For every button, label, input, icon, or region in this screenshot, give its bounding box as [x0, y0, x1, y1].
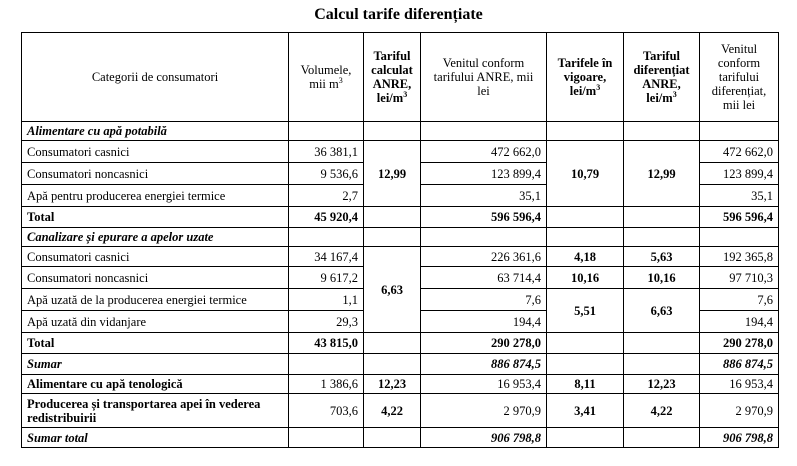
- revenue-diff-cell: 290 278,0: [700, 333, 779, 354]
- volume-cell: 9 536,6: [289, 163, 364, 185]
- revenue-diff-cell: 192 365,8: [700, 247, 779, 267]
- tariff-current-cell: 10,16: [547, 267, 624, 289]
- revenue-diff-cell: 97 710,3: [700, 267, 779, 289]
- tariff-diff-cell: 12,23: [624, 375, 700, 394]
- row-name: Alimentare cu apă tenologică: [22, 375, 289, 394]
- revenue-anre-cell: 35,1: [421, 185, 547, 207]
- section-row-sewage: [22, 228, 779, 247]
- revenue-diff-cell: 472 662,0: [700, 141, 779, 163]
- volume-cell: 43 815,0: [289, 333, 364, 354]
- tariff-diff-cell: 6,63: [624, 289, 700, 333]
- header-tariff-anre: Tariful calculat ANRE, lei/$m^3$: [364, 33, 421, 122]
- technological-row: [22, 375, 779, 394]
- row-name: Sumar: [22, 354, 289, 375]
- volume-cell: 29,3: [289, 311, 364, 333]
- volume-cell: 703,6: [289, 394, 364, 428]
- volume-cell: 34 167,4: [289, 247, 364, 267]
- table-row: [22, 247, 779, 267]
- section-row-water: [22, 122, 779, 141]
- table-row: [22, 141, 779, 163]
- row-name: Sumar total: [22, 428, 289, 448]
- tariff-anre-cell: 6,63: [364, 247, 421, 333]
- header-volume: Volumele, mii $m^3$: [289, 33, 364, 122]
- row-name: Total: [22, 333, 289, 354]
- revenue-anre-cell: 886 874,5: [421, 354, 547, 375]
- revenue-anre-cell: 2 970,9: [421, 394, 547, 428]
- revenue-diff-cell: 35,1: [700, 185, 779, 207]
- revenue-anre-cell: 123 899,4: [421, 163, 547, 185]
- tariff-current-cell: 3,41: [547, 394, 624, 428]
- tariff-diff-cell: 10,16: [624, 267, 700, 289]
- volume-cell: 9 617,2: [289, 267, 364, 289]
- header-category: Categorii de consumatori: [22, 33, 289, 122]
- sumar-total-row: [22, 428, 779, 448]
- revenue-anre-cell: 63 714,4: [421, 267, 547, 289]
- revenue-anre-cell: 472 662,0: [421, 141, 547, 163]
- volume-cell: 1 386,6: [289, 375, 364, 394]
- row-name: Apă uzată din vidanjare: [22, 311, 289, 333]
- volume-cell: 2,7: [289, 185, 364, 207]
- revenue-anre-cell: 290 278,0: [421, 333, 547, 354]
- revenue-anre-cell: 906 798,8: [421, 428, 547, 448]
- tariff-current-cell: 8,11: [547, 375, 624, 394]
- total-row-water: [22, 207, 779, 228]
- volume-cell: 45 920,4: [289, 207, 364, 228]
- header-tariff-current: Tarifele în vigoare, lei/$m^3$: [547, 33, 624, 122]
- row-name: Total: [22, 207, 289, 228]
- row-name: Apă uzată de la producerea energiei termice: [22, 289, 289, 311]
- row-name: Consumatori casnici: [22, 141, 289, 163]
- total-row-sewage: [22, 333, 779, 354]
- revenue-diff-cell: 16 953,4: [700, 375, 779, 394]
- tariff-anre-cell: 12,23: [364, 375, 421, 394]
- tariff-diff-cell: 5,63: [624, 247, 700, 267]
- row-name: Consumatori noncasnici: [22, 267, 289, 289]
- header-revenue-anre: Venitul conform tarifului ANRE, mii lei: [421, 33, 547, 122]
- revenue-anre-cell: 596 596,4: [421, 207, 547, 228]
- table-header-row: [22, 33, 779, 122]
- revenue-anre-cell: 7,6: [421, 289, 547, 311]
- row-name: Apă pentru producerea energiei termice: [22, 185, 289, 207]
- revenue-diff-cell: 123 899,4: [700, 163, 779, 185]
- header-tariff-diff: Tariful diferențiat ANRE, lei/$m^3$: [624, 33, 700, 122]
- revenue-diff-cell: 886 874,5: [700, 354, 779, 375]
- tariff-anre-cell: 4,22: [364, 394, 421, 428]
- row-name: Consumatori noncasnici: [22, 163, 289, 185]
- tariff-current-cell: 5,51: [547, 289, 624, 333]
- volume-cell: 36 381,1: [289, 141, 364, 163]
- revenue-anre-cell: 194,4: [421, 311, 547, 333]
- row-name: Consumatori casnici: [22, 247, 289, 267]
- tariff-current-cell: 10,79: [547, 141, 624, 207]
- revenue-diff-cell: 2 970,9: [700, 394, 779, 428]
- section-label: Canalizare și epurare a apelor uzate: [22, 228, 289, 247]
- revenue-diff-cell: 7,6: [700, 289, 779, 311]
- section-label: Alimentare cu apă potabilă: [22, 122, 289, 141]
- row-name: Producerea și transportarea apei în vederea redistribuirii: [22, 394, 289, 428]
- revenue-diff-cell: 906 798,8: [700, 428, 779, 448]
- revenue-diff-cell: 194,4: [700, 311, 779, 333]
- page-title: Calcul tarife diferențiate: [314, 6, 483, 23]
- tariff-anre-cell: 12,99: [364, 141, 421, 207]
- tariff-current-cell: 4,18: [547, 247, 624, 267]
- volume-cell: 1,1: [289, 289, 364, 311]
- tariff-table: [21, 32, 779, 448]
- redistribution-row: [22, 394, 779, 428]
- revenue-anre-cell: 226 361,6: [421, 247, 547, 267]
- sumar-row: [22, 354, 779, 375]
- tariff-diff-cell: 12,99: [624, 141, 700, 207]
- tariff-diff-cell: 4,22: [624, 394, 700, 428]
- revenue-diff-cell: 596 596,4: [700, 207, 779, 228]
- revenue-anre-cell: 16 953,4: [421, 375, 547, 394]
- header-revenue-diff: Venitul conform tarifului diferențiat, mii lei: [700, 33, 779, 122]
